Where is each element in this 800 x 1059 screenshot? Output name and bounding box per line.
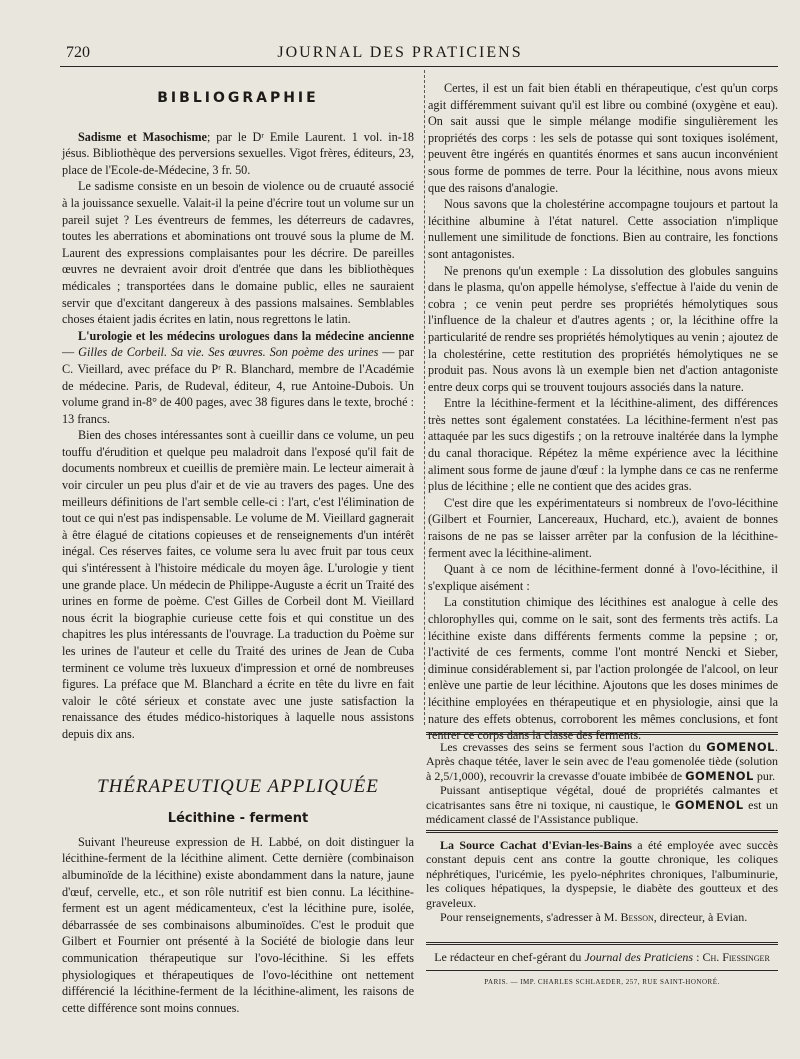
review-urologie-body: Bien des choses intéressantes sont à cueillir dans ce volume, un peu touffu d'érudition et quelque peu maladroit dans l'exposé qu'il fait de documents nombreux et cueillis de première main. Le lecteur aimerait à voir circuler un peu plus d'air et de vie au travers des pages. Une des meilleurs définitions de l'art semble celle-ci : l'art, c'est l'élimination de tout ce qui n'est pas indispensable. Le volume de M. Vieillard gagnerait à être élagué de citations copieuses et de renseignements d'un intérêt inégal. Ces réserves faites, ce volume sera lu avec fruit par tous ceux qui s'intéressent à l'histoire médicale du moyen âge. L'urologie y tient une grande place. Un médecin de Philippe-Auguste a écrit un Traité des urines en forme de poème. C'est Gilles de Corbeil dont M. Vieillard nous écrit la biographie curieuse cette fois et qui constitue un des chapitres les plus intéressants de l'ouvrage. La traduction du Poème sur les urines de l'auteur et celle du Traité des urines de Jean de Cuba terminent ce volume très luxueux d'impression et orné de nombreuses figures. La préface que M. Blanchard a écrite en tête du livre en fait valoir le côté sérieux et constate avec une juste satisfaction la renaissance des études médico-historiques à laquelle nous assistons depuis dix ans. (62, 428, 414, 741)
gomenol-brand: GOMENOL (674, 797, 744, 812)
review-urologie-title: L'urologie et les médecins urologues dans la médecine ancienne (78, 328, 414, 343)
review-urologie: L'urologie et les médecins urologues dans la médecine ancienne — Gilles de Corbeil. Sa vie. Ses œuvres. Son poème des urines — par C. Vieillard, avec préface du Pʳ R. Blanchard, membre de l'Académie de médecine. Paris, de Rudeval, éditeur, 4, rue Antoine-Dubois. Un volume grand in-8° de 400 pages, avec 38 figures dans le texte, broché : 13 francs. (62, 328, 415, 426)
article-title: Lécithine - ferment (167, 811, 309, 827)
ad-separator-rule (426, 732, 778, 735)
review-sadisme-body: Le sadisme consiste en un besoin de violence ou de cruauté associé à la jouissance sexuelle. Valait-il la peine d'écrire tout un volume sur un pareil sujet ? Les éventreurs de femmes, les déterreurs de cadavres, toutes les aberrations et abominations ont trouvé sous la plume de M. Laurent des expressions complaisantes pour les décrire. De pareilles œuvres ne devraient avoir droit d'entrée que dans les bibliothèques médicales ; transportées dans le domaine public, elles ne sauraient servir que d'excitant dangereux à des passions malsaines. Semblables choses étaient jadis écrites en latin, nous regrettons le latin. (62, 179, 414, 327)
printer-imprint: PARIS. — IMP. CHARLES SCHLAEDER, 257, RUE SAINT-HONORÉ. (484, 978, 720, 986)
gomenol-advertisement: Les crevasses des seins se ferment sous l'action du GOMENOL. Après chaque tétée, laver le sein avec de l'eau gomenolée tiède (solution à 2,5/1,000), recouvrir la crevasse d'ouate imbibée de GOMENOL pur. Puissant antiseptique végétal, doué de propriétés calmantes et cicatrisantes sans être ni toxique, ni caustique, le GOMENOL est un médicament classé de l'Assistance publique. (426, 740, 778, 827)
right-column (428, 80, 778, 744)
article-paragraph: Nous savons que la cholestérine accompagne toujours et partout la lécithine albumine à l'état naturel. Cette association n'implique nullement une similitude de fonctions. Bien au contraire, les fonctions sont antagonistes. (428, 197, 778, 261)
ad-separator-rule (426, 830, 778, 833)
bibliography-heading: BIBLIOGRAPHIE (157, 90, 319, 106)
review-sadisme: Sadisme et Masochisme; par le Dʳ Emile Laurent. 1 vol. in-18 jésus. Bibliothèque des perversions sexuelles. Vigot frères, éditeurs, 23, place de l'Ecole-de-Médecine, 3 fr. 50. (62, 129, 414, 177)
column-divider (424, 70, 425, 725)
left-column (62, 84, 414, 1016)
article-paragraph: Certes, il est un fait bien établi en thérapeutique, c'est qu'un corps agit différemment suivant qu'il est libre ou combiné (oxygène et eau). On sait aussi que le simple mélange modifie singulièrement les propriétés des corps : les sels de potasse qui sont toxiques isolément, peuvent être ingérés en quantités énormes et sans aucun inconvénient sous forme de pommes de terre. Pour la lécithine, nous avons mieux que des raisons d'analogie. (428, 81, 778, 195)
evian-source-title: La Source Cachat d'Evian-les-Bains (440, 838, 632, 852)
review-sadisme-title: Sadisme et Masochisme (78, 129, 207, 144)
article-paragraph: Quant à ce nom de lécithine-ferment donné à l'ovo-lécithine, il s'explique aisément : (428, 562, 778, 593)
imprint-rule (426, 970, 778, 971)
gomenol-brand: GOMENOL (685, 768, 754, 783)
section-heading: THÉRAPEUTIQUE APPLIQUÉE (97, 775, 379, 797)
gomenol-brand: GOMENOL (706, 740, 775, 754)
article-paragraph: Ne prenons qu'un exemple : La dissolution des globules sanguins dans le plasma, qu'on appelle hémolyse, s'effectue à l'aide du venin de cobra ; ce venin peut perdre ses propriétés hémolytiques sous l'influence de la chaleur et d'autres agents ; or, la lécithine offre la particularité de rendre ses propriétés hémolytiques au venin ; ajoutez de la cholestérine, cette restitution des propriétés hémolytiques ne se produit pas. Nous avons là un exemple bien net d'action antagoniste entre deux corps qui se trouvent toujours associés dans la nature. (428, 263, 778, 394)
article-paragraph: C'est dire que les expérimentateurs si nombreux de l'ovo-lécithine (Gilbert et Fournier, Lancereaux, Huchard, etc.), avaient de bonnes raisons de ne pas se laisser arrêter par la confusion de la lécithine-ferment avec la lécithine-aliment. (428, 495, 778, 560)
article-paragraph: La constitution chimique des lécithines est analogue à celle des chlorophylles qui, comme on le sait, sont des ferments très actifs. La lécithine existe dans différents ferments comme la pepsine ; or, l'activité de ces ferments, comme l'ont montré Nencki et Sieber, diminue considérablement si, par l'action prolongée de l'alcool, on leur enlève une partie de leur lécithine. Ajoutons que les doses minimes de lécithine employées en thérapeutique et en physiologie, ainsi que la nature des effets obtenus, corroborent les mêmes conclusions, et font rentrer ce corps dans la classe des ferments. (428, 595, 778, 743)
running-title: JOURNAL DES PRATICIENS (277, 44, 523, 61)
editor-line: Le rédacteur en chef-gérant du Journal des Praticiens : Ch. Fiessinger (434, 950, 770, 964)
page-number: 720 (66, 44, 90, 61)
editor-separator-rule (426, 942, 778, 945)
header-rule (60, 66, 778, 67)
evian-advertisement: La Source Cachat d'Evian-les-Bains a été employée avec succès constant depuis cent ans contre la goutte chronique, les coliques néphrétiques, l'uricémie, les pyelo-néphrites chroniques, l'albuminurie, les coliques hépatiques, la dyspepsie, le diabète des goutteux et des graveleux. Pour renseignements, s'adresser à M. Besson, directeur, à Evian. (426, 838, 778, 925)
article-paragraph: Suivant l'heureuse expression de H. Labbé, on doit distinguer la lécithine-ferment de la lécithine aliment. Cette dernière (combinaison albuminoïde de la lécithine) existe abondamment dans la nature, jaune d'œuf, cervelle, etc., et son rôle nutritif est bien connu. La lécithine-ferment est un agent médicamenteux, c'est la lécithine pure, isolée, débarrassée de ses combinaisons albuminoïdes. C'est le produit que Gilbert et Fournier ont présenté à la Société de biologie dans leur communication thérapeutique sur l'ovo-lécithine. Si les effets physiologiques et thérapeutiques de l'ovo-lécithine ont nettement différencié la lécithine-ferment de la lécithine-aliment, les raisons de cette différence sont moins connues. (62, 834, 414, 1015)
article-paragraph: Entre la lécithine-ferment et la lécithine-aliment, des différences très nettes sont également constatées. La lécithine-ferment n'est pas attaquée par les sucs digestifs ; on la retrouve inaltérée dans la lymphe du canal thoracique. Répétez la même expérience avec la lécithine aliment sous forme de jaune d'œuf : la lymphe dans ce cas ne renferme plus de lécithine ; elle ne contient que des acides gras. (428, 396, 778, 494)
